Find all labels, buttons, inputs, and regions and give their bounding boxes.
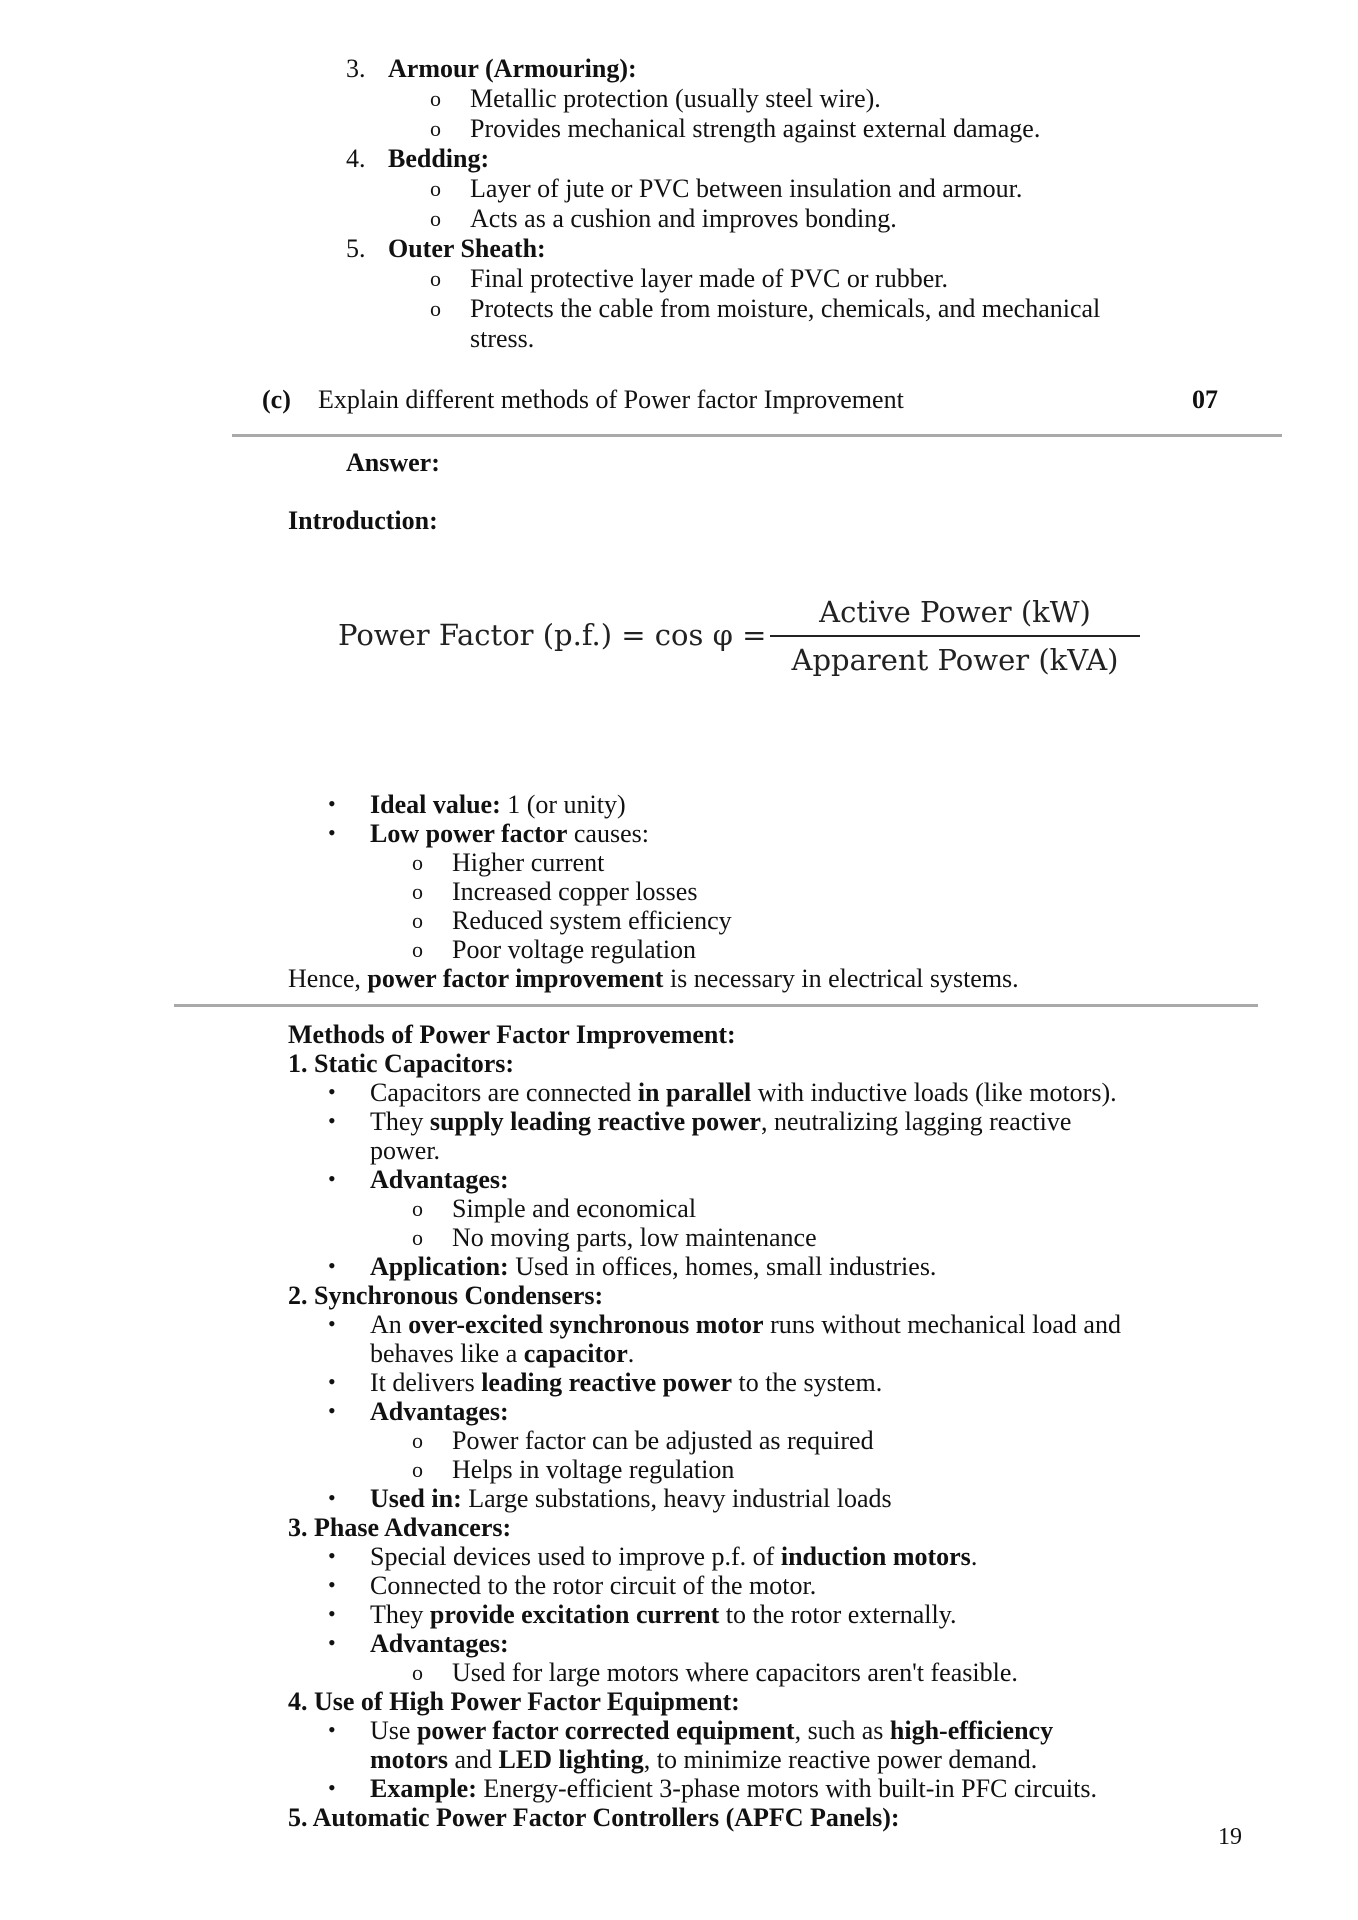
method-3-line-3: They provide excitation current to the rotor externally. (370, 1600, 957, 1629)
method-3-title: 3. Phase Advancers: (288, 1513, 512, 1542)
sub-bullet-icon: o (412, 879, 423, 904)
bullet-icon: • (328, 1601, 336, 1626)
method-1-line-2-cont: power. (370, 1136, 441, 1165)
sub-bullet-icon: o (430, 116, 441, 141)
item-3-sub-2: Provides mechanical strength against external damage. (470, 114, 1041, 143)
bullet-icon: • (328, 791, 336, 816)
item-4-sub-2: Acts as a cushion and improves bonding. (470, 204, 897, 233)
sub-bullet-icon: o (430, 206, 441, 231)
section-divider (232, 434, 1282, 437)
method-4-line-1-cont: motors and LED lighting, to minimize reactive power demand. (370, 1745, 1038, 1774)
item-4-sub-1: Layer of jute or PVC between insulation and armour. (470, 174, 1023, 203)
question-text: Explain different methods of Power factor Improvement (318, 385, 904, 414)
item-3-number: 3. (346, 54, 366, 83)
question-marks: 07 (1192, 385, 1218, 414)
introduction-heading: Introduction: (288, 506, 438, 535)
cause-item: Poor voltage regulation (452, 935, 697, 964)
ideal-value-line: Ideal value: 1 (or unity) (370, 790, 626, 819)
bullet-icon: • (328, 1630, 336, 1655)
sub-bullet-icon: o (412, 937, 423, 962)
bullet-icon: • (328, 1311, 336, 1336)
method-2-used-in: Used in: Large substations, heavy industrial loads (370, 1484, 892, 1513)
method-1-line-1: Capacitors are connected in parallel with inductive loads (like motors). (370, 1078, 1117, 1107)
sub-bullet-icon: o (430, 176, 441, 201)
page-number: 19 (1218, 1824, 1242, 1850)
method-1-title: 1. Static Capacitors: (288, 1049, 515, 1078)
cause-item: Increased copper losses (452, 877, 698, 906)
bullet-icon: • (328, 1108, 336, 1133)
sub-bullet-icon: o (412, 1225, 423, 1250)
power-factor-formula (318, 588, 1158, 690)
method-1-advantages: Advantages: (370, 1165, 509, 1194)
methods-heading: Methods of Power Factor Improvement: (288, 1020, 736, 1049)
low-pf-line: Low power factor causes: (370, 819, 649, 848)
sub-bullet-icon: o (430, 266, 441, 291)
formula-fraction (770, 592, 1140, 680)
item-4-title: Bedding: (388, 144, 490, 173)
bullet-icon: • (328, 1717, 336, 1742)
method-2-advantages: Advantages: (370, 1397, 509, 1426)
cause-item: Reduced system efficiency (452, 906, 732, 935)
answer-label: Answer: (346, 448, 440, 477)
method-4-title: 4. Use of High Power Factor Equipment: (288, 1687, 740, 1716)
sub-bullet-icon: o (412, 1660, 423, 1685)
bullet-icon: • (328, 1485, 336, 1510)
bullet-icon: • (328, 1166, 336, 1191)
sub-bullet-icon: o (412, 1457, 423, 1482)
method-4-line-1: Use power factor corrected equipment, such as high-efficiency (370, 1716, 1054, 1745)
method-1-adv-item: Simple and economical (452, 1194, 697, 1223)
method-3-advantages: Advantages: (370, 1629, 509, 1658)
method-2-line-1: An over-excited synchronous motor runs without mechanical load and (370, 1310, 1121, 1339)
method-3-line-2: Connected to the rotor circuit of the motor. (370, 1571, 817, 1600)
method-1-line-2: They supply leading reactive power, neutralizing lagging reactive (370, 1107, 1072, 1136)
method-2-adv-item: Power factor can be adjusted as required (452, 1426, 874, 1455)
bullet-icon: • (328, 1398, 336, 1423)
item-3-title: Armour (Armouring): (388, 54, 637, 83)
item-5-sub-1: Final protective layer made of PVC or rubber. (470, 264, 948, 293)
bullet-icon: • (328, 1079, 336, 1104)
bullet-icon: • (328, 1253, 336, 1278)
item-3-sub-1: Metallic protection (usually steel wire). (470, 84, 881, 113)
item-5-sub-2-cont: stress. (470, 324, 535, 353)
formula-lhs: Power Factor (p.f.) = cos φ = (338, 618, 767, 652)
section-divider (174, 1004, 1258, 1007)
item-5-title: Outer Sheath: (388, 234, 546, 263)
sub-bullet-icon: o (430, 296, 441, 321)
method-1-adv-item: No moving parts, low maintenance (452, 1223, 817, 1252)
method-2-line-1-cont: behaves like a capacitor. (370, 1339, 635, 1368)
method-2-line-2: It delivers leading reactive power to the system. (370, 1368, 883, 1397)
method-1-application: Application: Used in offices, homes, small industries. (370, 1252, 937, 1281)
bullet-icon: • (328, 820, 336, 845)
cause-item: Higher current (452, 848, 605, 877)
formula-numerator: Active Power (kW) (819, 595, 1091, 629)
sub-bullet-icon: o (412, 850, 423, 875)
sub-bullet-icon: o (412, 1428, 423, 1453)
method-2-adv-item: Helps in voltage regulation (452, 1455, 735, 1484)
bullet-icon: • (328, 1572, 336, 1597)
bullet-icon: • (328, 1775, 336, 1800)
sub-bullet-icon: o (430, 86, 441, 111)
sub-bullet-icon: o (412, 908, 423, 933)
method-4-example: Example: Energy-efficient 3-phase motors with built-in PFC circuits. (370, 1774, 1097, 1803)
method-5-title: 5. Automatic Power Factor Controllers (APFC Panels): (288, 1803, 900, 1832)
item-5-number: 5. (346, 234, 366, 263)
method-3-line-1: Special devices used to improve p.f. of induction motors. (370, 1542, 978, 1571)
item-4-number: 4. (346, 144, 366, 173)
bullet-icon: • (328, 1543, 336, 1568)
item-5-sub-2: Protects the cable from moisture, chemicals, and mechanical (470, 294, 1101, 323)
fraction-bar (770, 635, 1140, 637)
method-3-adv-item: Used for large motors where capacitors aren't feasible. (452, 1658, 1018, 1687)
sub-bullet-icon: o (412, 1196, 423, 1221)
formula-denominator: Apparent Power (kVA) (791, 643, 1119, 677)
bullet-icon: • (328, 1369, 336, 1394)
hence-line: Hence, power factor improvement is necessary in electrical systems. (288, 964, 1019, 993)
question-label: (c) (262, 385, 291, 414)
method-2-title: 2. Synchronous Condensers: (288, 1281, 604, 1310)
